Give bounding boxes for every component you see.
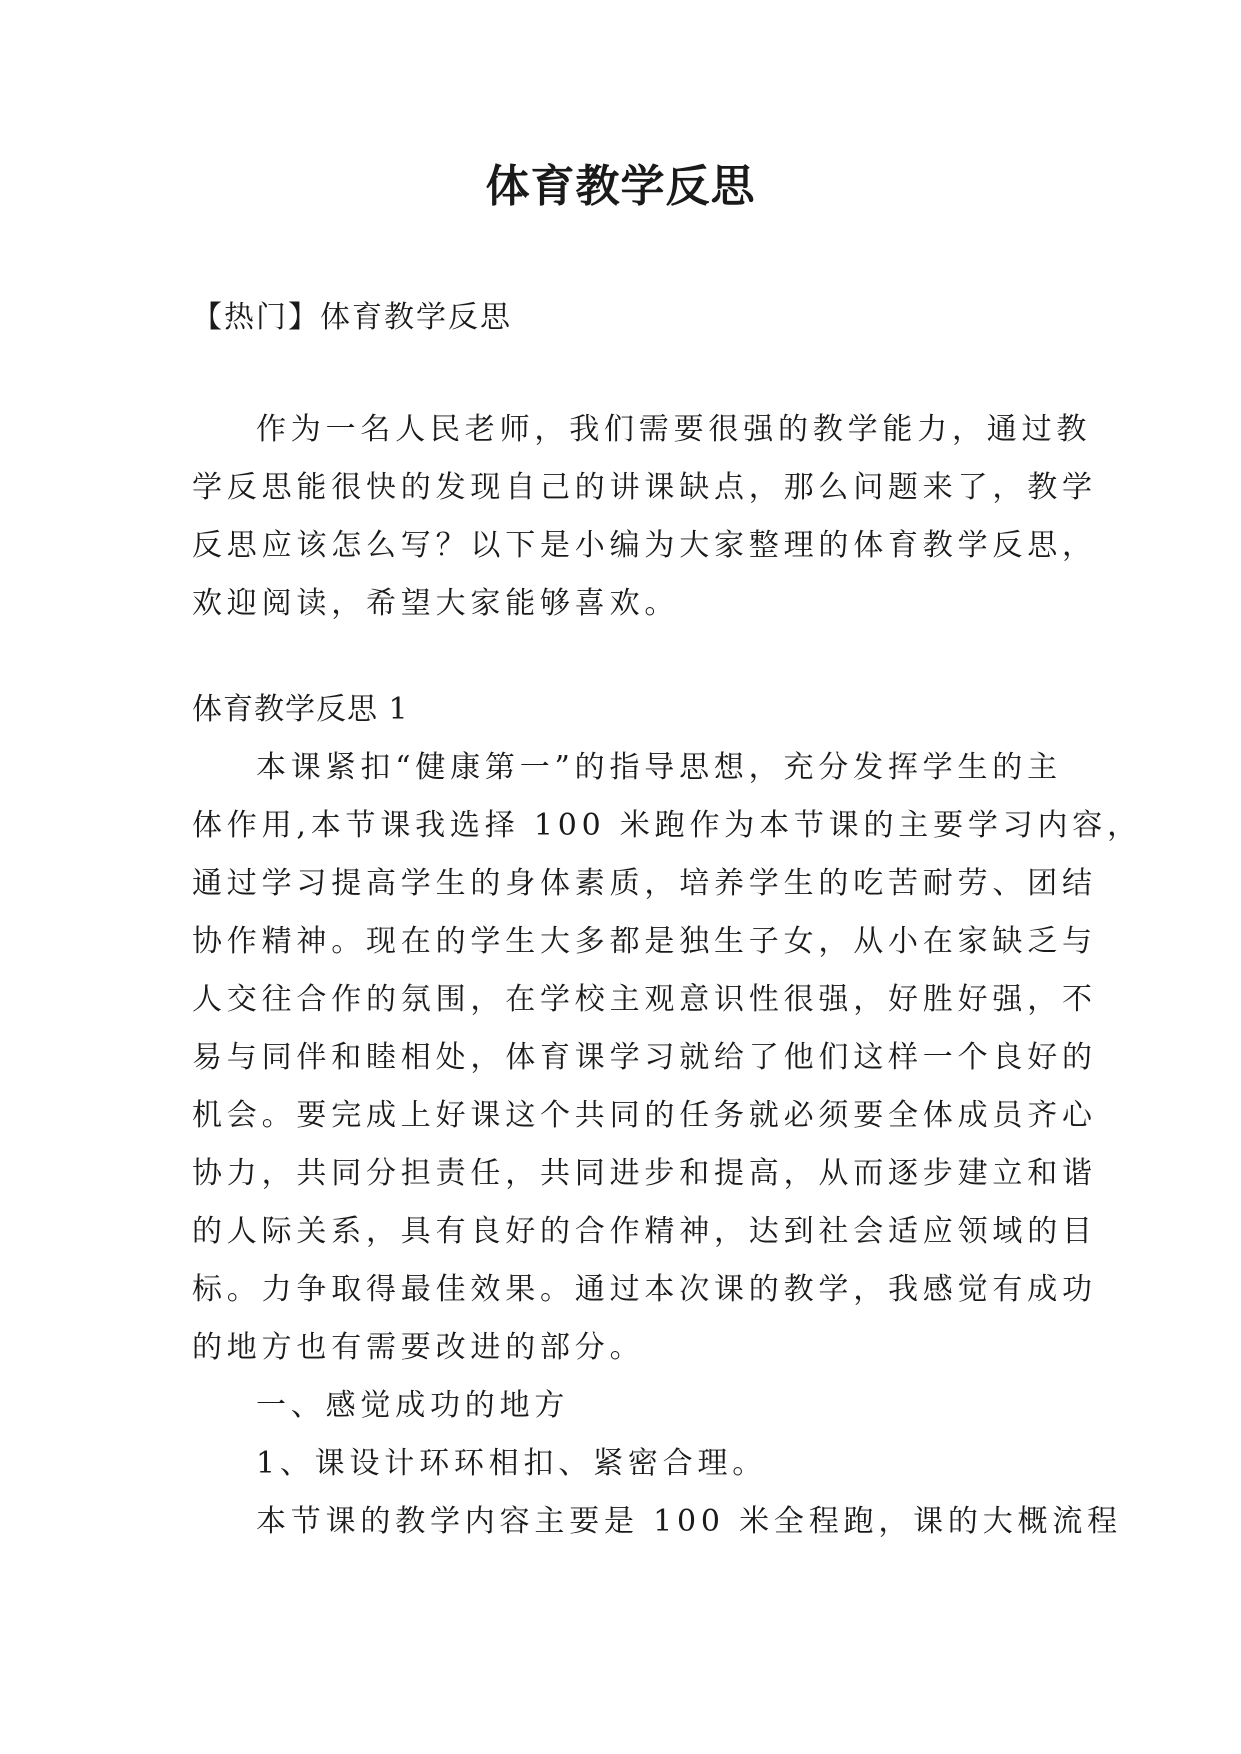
section-line: 人交往合作的氛围，在学校主观意识性很强，好胜好强，不 [192,982,1097,1017]
document-title: 体育教学反思 [485,161,756,212]
intro-line: 反思应该怎么写？以下是小编为大家整理的体育教学反思， [192,528,1097,563]
intro-line: 作为一名人民老师，我们需要很强的教学能力，通过教 [256,412,1092,447]
intro-line: 欢迎阅读，希望大家能够喜欢。 [192,586,680,621]
section-heading: 体育教学反思 1 [192,692,409,727]
document-subtitle: 【热门】体育教学反思 [192,300,512,335]
intro-paragraph [192,401,1097,633]
section-line: 协力，共同分担责任，共同进步和提高，从而逐步建立和谐 [192,1156,1097,1191]
section-line: 机会。要完成上好课这个共同的任务就必须要全体成员齐心 [192,1098,1097,1133]
section-line: 通过学习提高学生的身体素质，培养学生的吃苦耐劳、团结 [192,866,1097,901]
section-line: 的人际关系，具有良好的合作精神，达到社会适应领域的目 [192,1214,1097,1249]
section-line: 标。力争取得最佳效果。通过本次课的教学，我感觉有成功 [192,1272,1097,1307]
section-line: 的地方也有需要改进的部分。 [192,1330,645,1365]
section-line: 易与同伴和睦相处，体育课学习就给了他们这样一个良好的 [192,1040,1097,1075]
section-line: 本课紧扣“健康第一”的指导思想，充分发挥学生的主 [256,750,1062,785]
section-line: 协作精神。现在的学生大多都是独生子女，从小在家缺乏与 [192,924,1097,959]
point-heading: 一、感觉成功的地方 [256,1388,570,1423]
section-line: 体作用,本节课我选择 100 米跑作为本节课的主要学习内容， [192,808,1142,843]
section-line: 本节课的教学内容主要是 100 米全程跑，课的大概流程 [256,1504,1122,1539]
section-1 [192,681,1142,1551]
intro-line: 学反思能很快的发现自己的讲课缺点，那么问题来了，教学 [192,470,1097,505]
point-item: 1、课设计环环相扣、紧密合理。 [256,1446,768,1481]
